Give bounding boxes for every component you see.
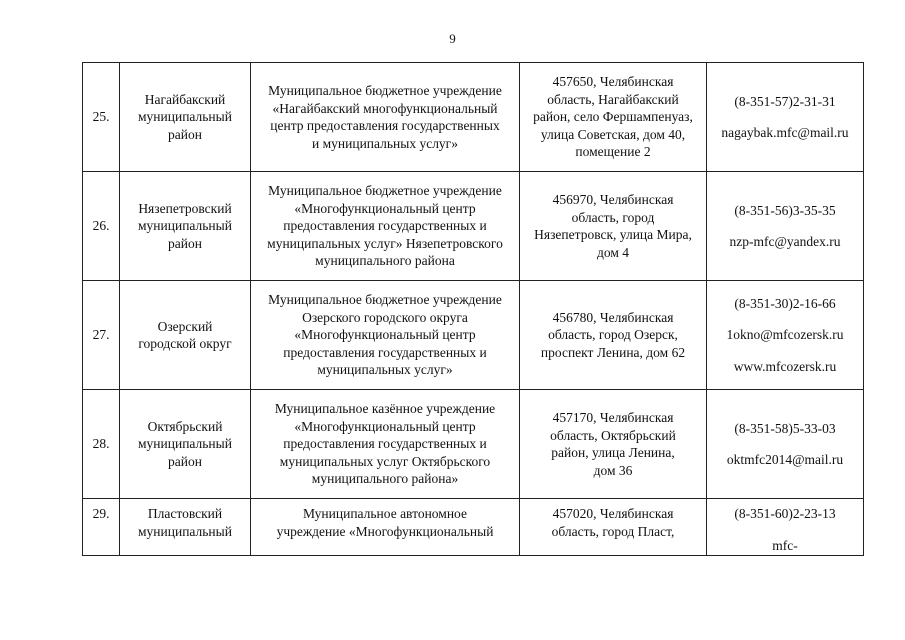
district-line: Октябрьский <box>147 418 223 434</box>
address-cell <box>520 281 707 390</box>
address-line: дом 36 <box>593 462 633 478</box>
institution-line: Муниципальное бюджетное учреждение <box>268 183 502 199</box>
email-address: 1okno@mfcozersk.ru <box>726 327 844 343</box>
institution-cell <box>251 63 520 172</box>
email-address: nagaybak.mfc@mail.ru <box>721 125 849 140</box>
page-number: 9 <box>449 31 456 46</box>
contacts-cell <box>707 63 864 172</box>
contacts-cell <box>707 172 864 281</box>
institution-cell <box>251 499 520 556</box>
phone-number: (8-351-57)2-31-31 <box>734 93 836 109</box>
address-line: проспект Ленина, дом 62 <box>540 344 686 360</box>
institution-line: и муниципальных услуг» <box>312 135 458 151</box>
address-line: 457650, Челябинская <box>552 74 674 90</box>
institution-line: «Многофункциональный центр <box>294 418 476 434</box>
address-line: область, город Озерск, <box>548 327 678 343</box>
institution-line: «Нагайбакский многофункциональный <box>272 100 498 116</box>
contacts-cell <box>707 499 864 556</box>
institution-line: Муниципальное казённое учреждение <box>274 401 496 417</box>
institution-line: предоставления государственных и <box>283 344 487 360</box>
row-number: 26. <box>83 172 120 281</box>
district-line: муниципальный <box>138 218 232 234</box>
institution-cell <box>251 281 520 390</box>
district-line: Нагайбакский <box>144 91 226 107</box>
address-line: дом 4 <box>596 244 630 260</box>
contacts-cell <box>707 390 864 499</box>
email-address-partial: mfc- <box>772 537 798 553</box>
row-number: 28. <box>83 390 120 499</box>
district-cell <box>120 390 251 499</box>
institution-line: муниципальных услуг Октябрьского <box>279 453 491 469</box>
institution-line: «Многофункциональный центр <box>294 327 476 343</box>
address-cell <box>520 499 707 556</box>
district-line: район <box>168 235 202 251</box>
district-cell <box>120 281 251 390</box>
institution-line: муниципальных услуг» Нязепетровского <box>267 235 503 251</box>
table-row <box>83 281 864 390</box>
address-line: область, город <box>571 209 655 225</box>
district-line: район <box>168 126 202 142</box>
address-line: район, село Фершампенуаз, <box>533 109 693 125</box>
address-line: область, город Пласт, <box>551 523 675 539</box>
institution-line: Муниципальное бюджетное учреждение <box>268 83 502 98</box>
district-line: район <box>168 453 202 469</box>
address-cell <box>520 390 707 499</box>
email-address: nzp-mfc@yandex.ru <box>729 234 841 249</box>
district-line: Нязепетровский <box>138 200 232 216</box>
institution-line: Муниципальное автономное <box>303 506 467 521</box>
institution-line: «Многофункциональный центр <box>294 200 476 216</box>
district-line: муниципальный <box>138 523 232 539</box>
phone-number: (8-351-58)5-33-03 <box>734 420 836 436</box>
institution-line: предоставления государственных и <box>283 436 487 452</box>
institution-line: муниципального района <box>315 253 455 269</box>
district-cell <box>120 499 251 556</box>
institution-line: центр предоставления государственных <box>270 118 500 133</box>
address-cell <box>520 172 707 281</box>
table-row <box>83 390 864 499</box>
district-line: муниципальный <box>138 109 232 125</box>
address-line: 456780, Челябинская <box>552 309 674 325</box>
address-line: область, Октябрьский <box>550 427 676 443</box>
contacts-cell <box>707 281 864 390</box>
table-row <box>83 63 864 172</box>
phone-number: (8-351-30)2-16-66 <box>734 295 836 311</box>
district-cell <box>120 172 251 281</box>
district-line: Пластовский <box>147 506 223 521</box>
institution-line: предоставления государственных и <box>283 218 487 234</box>
institution-line: учреждение «Многофункциональный <box>276 523 494 539</box>
institution-cell <box>251 172 520 281</box>
email-address: oktmfc2014@mail.ru <box>726 452 844 467</box>
institution-cell <box>251 390 520 499</box>
address-line: помещение 2 <box>575 144 651 160</box>
website-link: www.mfcozersk.ru <box>733 358 837 374</box>
address-line: 456970, Челябинская <box>552 192 674 207</box>
address-cell <box>520 63 707 172</box>
address-line: 457170, Челябинская <box>552 410 674 425</box>
mfc-table <box>82 62 864 556</box>
phone-number: (8-351-60)2-23-13 <box>734 506 836 521</box>
institution-line: Озерского городского округа <box>302 309 468 325</box>
address-line: область, Нагайбакский <box>547 91 679 107</box>
institution-line: Муниципальное бюджетное учреждение <box>268 292 502 308</box>
row-number: 27. <box>83 281 120 390</box>
table-row <box>83 499 864 556</box>
institution-line: муниципальных услуг» <box>317 362 453 378</box>
phone-number: (8-351-56)3-35-35 <box>734 202 836 218</box>
address-line: Нязепетровск, улица Мира, <box>534 227 692 242</box>
district-line: городской округ <box>138 336 232 351</box>
row-number: 25. <box>83 63 120 172</box>
district-line: муниципальный <box>138 436 232 452</box>
row-number: 29. <box>83 499 120 556</box>
address-line: 457020, Челябинская <box>552 506 674 521</box>
district-line: Озерский <box>157 318 213 334</box>
table-row <box>83 172 864 281</box>
institution-line: муниципального района» <box>311 471 459 487</box>
address-line: улица Советская, дом 40, <box>540 126 686 142</box>
address-line: район, улица Ленина, <box>551 445 675 460</box>
district-cell <box>120 63 251 172</box>
